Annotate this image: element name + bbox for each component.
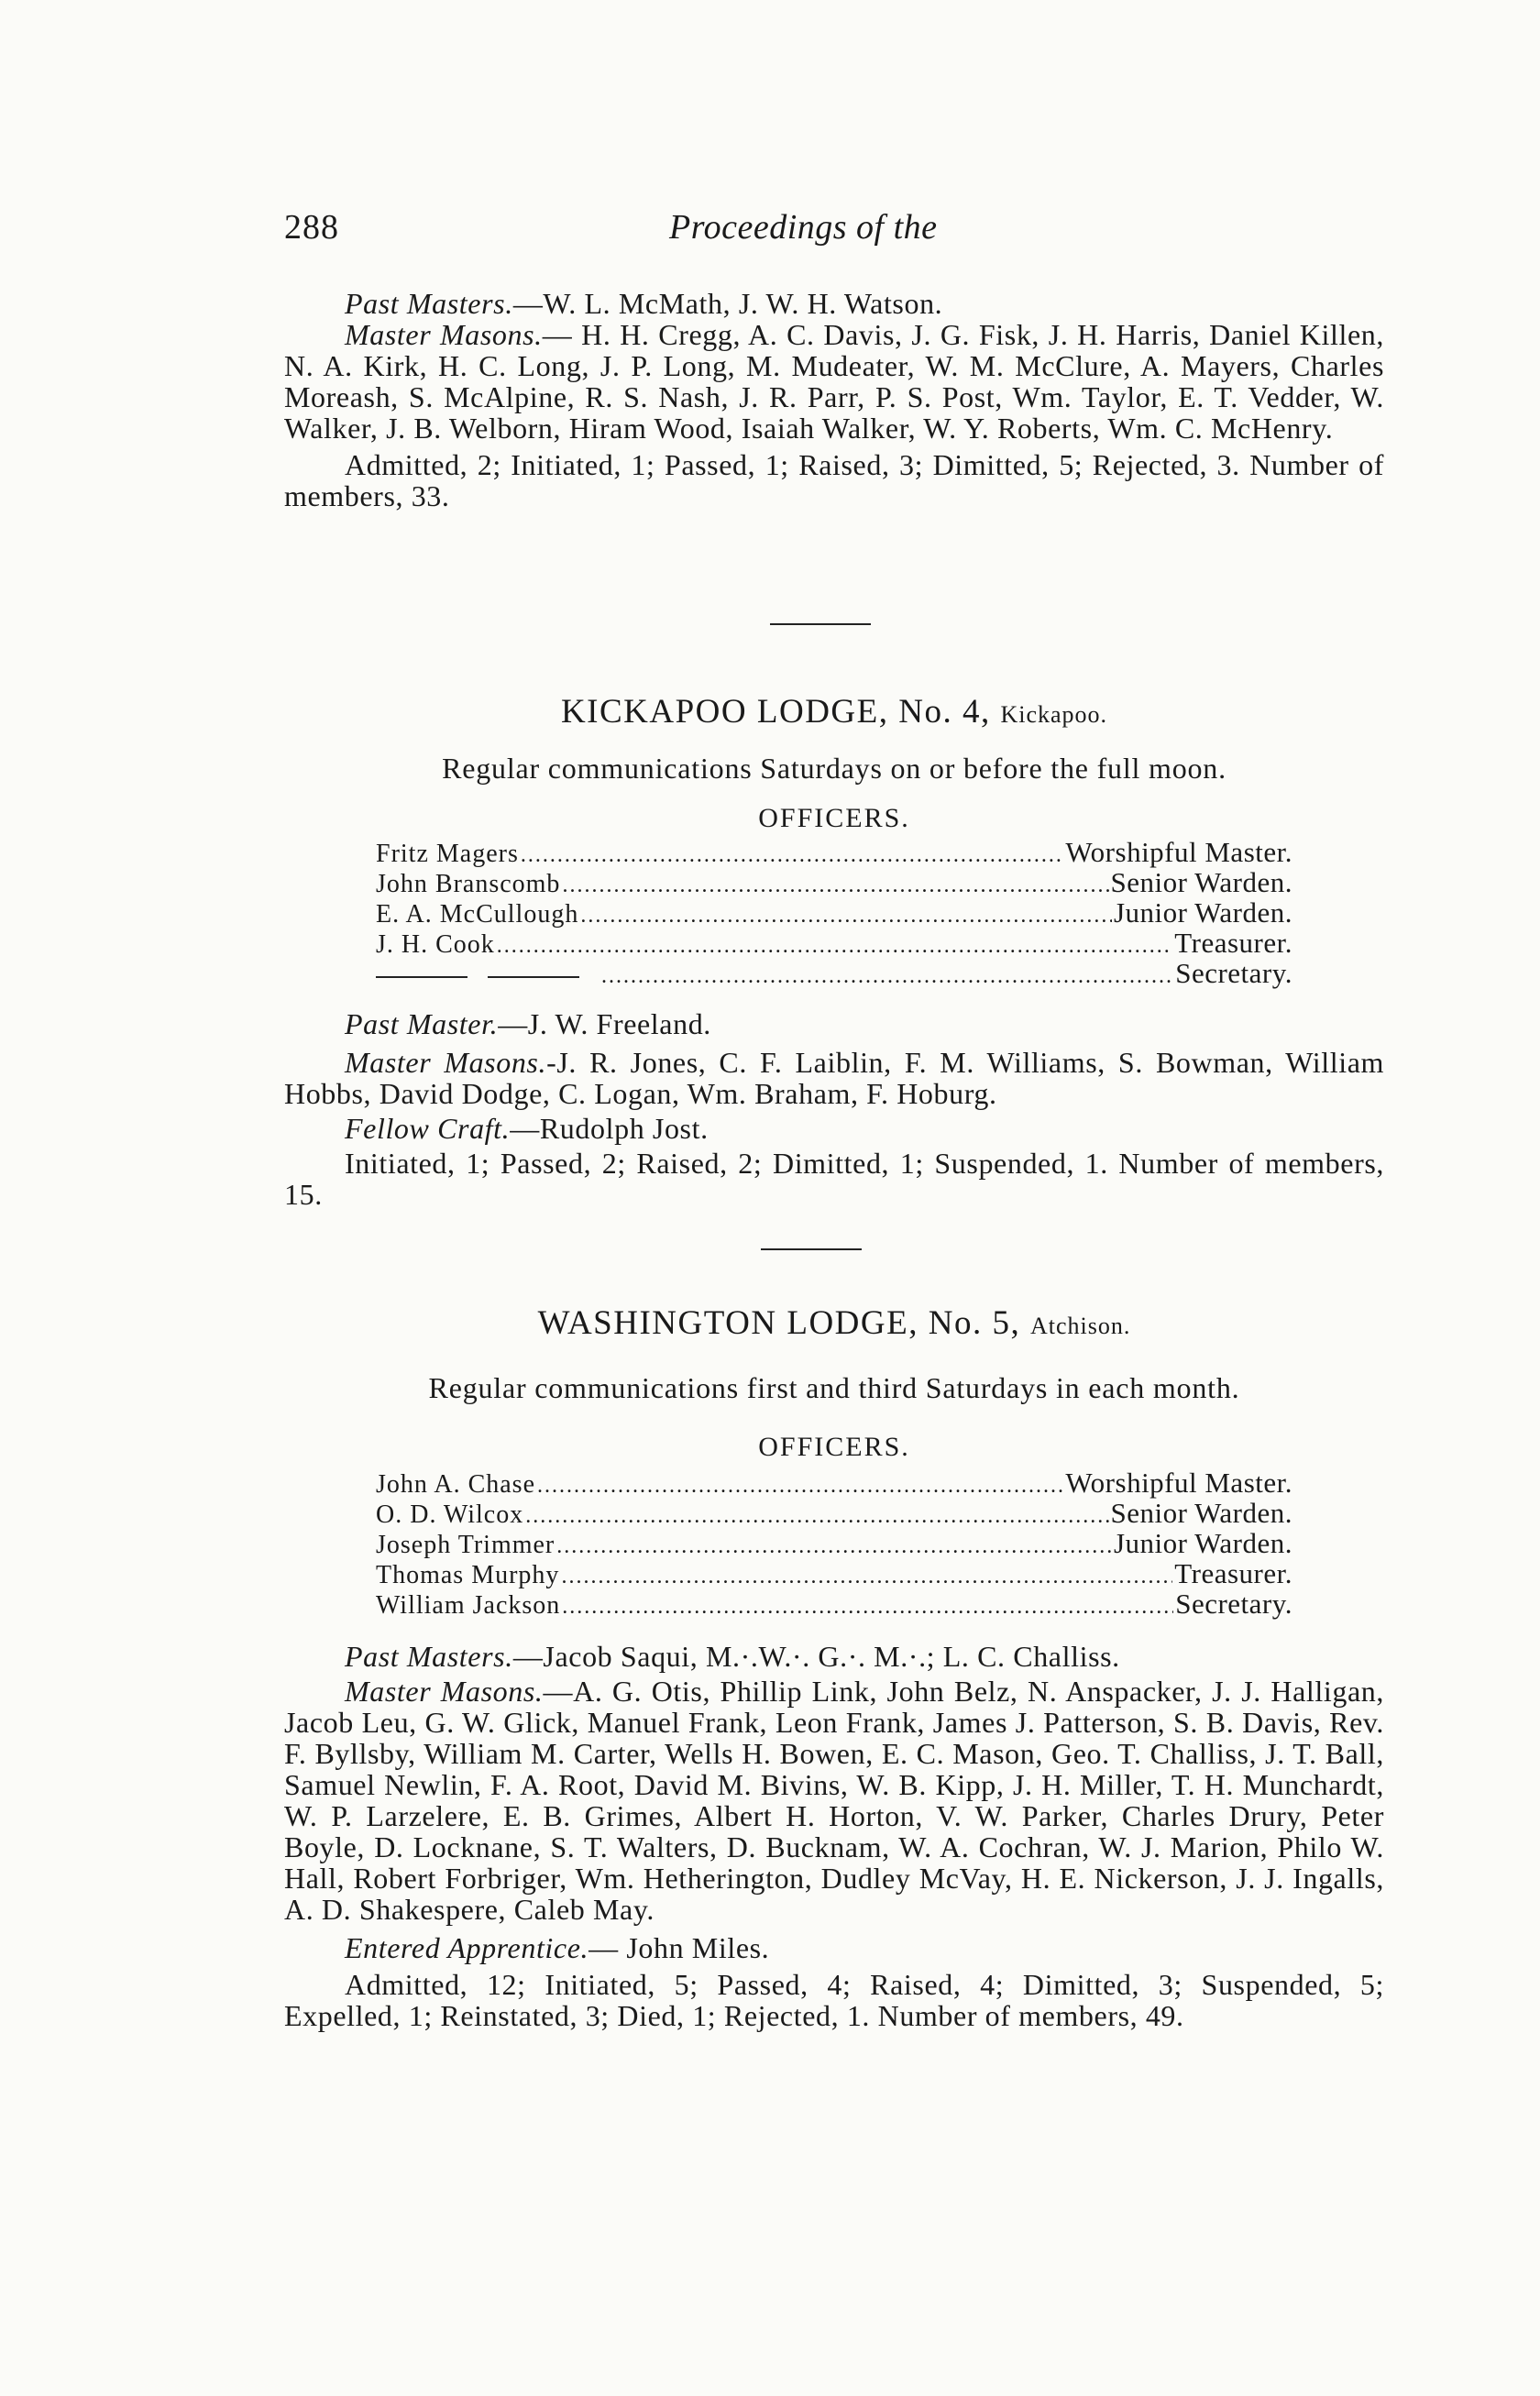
past-masters-paragraph — [284, 1641, 1384, 1672]
officer-row — [376, 896, 1292, 927]
master-masons-paragraph — [284, 319, 1384, 444]
officer-office: Junior Warden. — [1113, 1527, 1292, 1559]
running-head — [284, 207, 1384, 253]
officer-row — [376, 1497, 1292, 1527]
officer-row — [376, 866, 1292, 896]
lodge-location: Kickapoo. — [1000, 701, 1108, 728]
past-masters-paragraph — [284, 288, 1384, 319]
washington-members-section — [284, 1641, 1384, 2031]
officer-name: Joseph Trimmer — [376, 1531, 556, 1559]
officer-name: J. H. Cook — [376, 930, 495, 959]
kickapoo-regular-communications: Regular communications Saturdays on or before the full moon. — [442, 752, 1226, 785]
officer-office: Senior Warden. — [1110, 1497, 1292, 1529]
blank-name-dash — [376, 976, 468, 978]
officer-office: Treasurer. — [1174, 1557, 1292, 1589]
officer-name: E. A. McCullough — [376, 900, 579, 929]
officer-row — [376, 927, 1292, 957]
past-masters-label: Past Masters. — [345, 287, 513, 320]
past-masters-names: —Jacob Saqui, M.·.W.·. G.·. M.·.; L. C. Challiss. — [512, 1640, 1120, 1673]
officer-row — [376, 1467, 1292, 1497]
kickapoo-members-section — [284, 1008, 1384, 1210]
kickapoo-officers-heading: OFFICERS. — [758, 803, 910, 833]
past-master-label: Past Master. — [345, 1007, 499, 1040]
entered-apprentice-label: Entered Apprentice. — [345, 1931, 589, 1964]
running-head-title: Proceedings of the — [669, 208, 938, 247]
washington-officers-heading: OFFICERS. — [758, 1432, 910, 1462]
washington-officers-list — [376, 1467, 1292, 1618]
entered-apprentice-paragraph — [284, 1932, 1384, 1963]
past-masters-label: Past Masters. — [345, 1640, 513, 1673]
past-master-name: —J. W. Freeland. — [498, 1007, 711, 1040]
previous-lodge-section — [284, 288, 1384, 511]
fellow-craft-paragraph — [284, 1113, 1384, 1144]
officer-row — [376, 836, 1292, 866]
officer-name: Fritz Magers — [376, 840, 519, 868]
fellow-craft-name: —Rudolph Jost. — [510, 1112, 709, 1145]
section-divider — [770, 623, 871, 625]
officer-office: Secretary. — [1175, 957, 1292, 989]
master-masons-names: —A. G. Otis, Phillip Link, John Belz, N. Anspacker, J. J. Halligan, Jacob Leu, G. W. Glick, Manuel Frank, Leon Frank, James J. Patterson, S. B. Davis, Rev. F. Byllsby, William M. Carter, Wells H. Bowen, E. C. Mason, Geo. T. Challiss, J. T. Ball, Samuel Newlin, F. A. Root, David M. Bivins, W. B. Kipp, J. H. Miller, T. H. Munchardt, W. P. Larzelere, E. B. Grimes, Albert H. Horton, V. W. Parker, Charles Drury, Peter Boyle, D. Locknane, S. T. Walters, D. Bucknam, W. A. Cochran, W. J. Marion, Philo W. Hall, Robert Forbriger, Wm. Hetherington, Dudley McVay, H. E. Nickerson, J. J. Ingalls, A. D. Shakespere, Caleb May. — [284, 1675, 1384, 1926]
master-masons-paragraph — [284, 1676, 1384, 1925]
kickapoo-officers-list — [376, 836, 1292, 987]
officer-office: Worshipful Master. — [1065, 1467, 1292, 1499]
officer-row — [376, 1588, 1292, 1618]
past-master-paragraph — [284, 1008, 1384, 1039]
page-number: 288 — [284, 208, 339, 247]
kickapoo-lodge-title: KICKAPOO LODGE, No. 4, Kickapoo. — [560, 693, 1108, 731]
washington-lodge-title: WASHINGTON LODGE, No. 5, Atchison. — [537, 1304, 1131, 1342]
fellow-craft-label: Fellow Craft. — [345, 1112, 511, 1145]
officer-name: O. D. Wilcox — [376, 1500, 524, 1529]
master-masons-names: — H. H. Cregg, A. C. Davis, J. G. Fisk, J. H. Harris, Daniel Killen, N. A. Kirk, H. C. Long, J. P. Long, M. Mudeater, W. M. McClure, A. Mayers, Charles Moreash, S. McAlpine, R. S. Nash, J. R. Parr, P. S. Post, Wm. Taylor, E. T. Vedder, W. Walker, J. B. Welborn, Hiram Wood, Isaiah Walker, W. Y. Roberts, Wm. C. McHenry. — [284, 318, 1384, 445]
officer-office: Junior Warden. — [1113, 896, 1292, 929]
entered-apprentice-name: — John Miles. — [588, 1931, 770, 1964]
officer-name: William Jackson — [376, 1591, 561, 1620]
master-masons-label: Master Masons. — [345, 318, 543, 351]
officer-name: Thomas Murphy — [376, 1561, 560, 1589]
master-masons-label: Master Masons. — [345, 1675, 544, 1708]
officer-row — [376, 1527, 1292, 1557]
officer-name-blank — [376, 961, 600, 990]
officer-office: Treasurer. — [1174, 927, 1292, 959]
officer-row — [376, 957, 1292, 987]
section-divider — [761, 1248, 862, 1250]
blank-name-dash — [488, 976, 579, 978]
officer-office: Senior Warden. — [1110, 866, 1292, 898]
lodge-statistics: Initiated, 1; Passed, 2; Raised, 2; Dimitted, 1; Suspended, 1. Number of members, 15. — [284, 1147, 1384, 1211]
master-masons-label: Master Masons. — [345, 1046, 547, 1079]
washington-regular-communications: Regular communications first and third Saturdays in each month. — [428, 1371, 1240, 1404]
officer-office: Secretary. — [1175, 1588, 1292, 1620]
officer-office: Worshipful Master. — [1065, 836, 1292, 868]
master-masons-names: -J. R. Jones, C. F. Laiblin, F. M. Williams, S. Bowman, William Hobbs, David Dodge, C. Logan, Wm. Braham, F. Hoburg. — [284, 1046, 1384, 1110]
lodge-statistics: Admitted, 12; Initiated, 5; Passed, 4; Raised, 4; Dimitted, 3; Suspended, 5; Expelled, 1; Reinstated, 3; Died, 1; Rejected, 1. Number of members, 49. — [284, 1968, 1384, 2032]
master-masons-paragraph — [284, 1047, 1384, 1109]
officer-row — [376, 1557, 1292, 1588]
officer-name: John A. Chase — [376, 1470, 535, 1499]
lodge-statistics: Admitted, 2; Initiated, 1; Passed, 1; Raised, 3; Dimitted, 5; Rejected, 3. Number of members, 33. — [284, 448, 1384, 512]
past-masters-names: —W. L. McMath, J. W. H. Watson. — [512, 287, 943, 320]
officer-name: John Branscomb — [376, 870, 561, 898]
lodge-location: Atchison. — [1029, 1313, 1131, 1339]
